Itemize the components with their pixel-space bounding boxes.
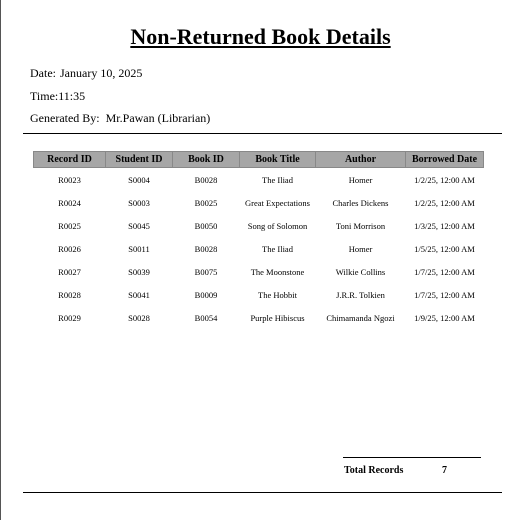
total-records-label: Total Records [344, 465, 404, 476]
time-label: Time: [30, 89, 59, 103]
cell-book-id: B0025 [194, 197, 218, 208]
header-divider [23, 133, 502, 134]
cell-student-id: S0039 [128, 266, 150, 277]
cell-book-id: B0028 [194, 243, 218, 254]
total-records-value: 7 [442, 465, 447, 476]
date-value: January 10, 2025 [60, 66, 143, 80]
header-book-id: Book ID [173, 152, 240, 168]
table-row [34, 306, 484, 329]
cell-student-id: S0041 [128, 289, 150, 300]
cell-book-title: The Iliad [262, 174, 293, 185]
cell-book-id: B0054 [194, 312, 218, 323]
table-row [34, 283, 484, 306]
header-book-title: Book Title [240, 152, 316, 168]
table-header-row [34, 152, 484, 168]
cell-record-id: R0027 [58, 266, 81, 277]
cell-book-id: B0009 [194, 289, 218, 300]
cell-record-id: R0026 [58, 243, 81, 254]
cell-book-id: B0028 [194, 174, 218, 185]
cell-student-id: S0045 [128, 220, 150, 231]
cell-student-id: S0011 [128, 243, 150, 254]
report-title: Non-Returned Book Details [130, 24, 391, 49]
cell-record-id: R0029 [58, 312, 81, 323]
records-table [33, 151, 484, 329]
header-record-id: Record ID [34, 152, 106, 168]
cell-record-id: R0028 [58, 289, 81, 300]
cell-author: Charles Dickens [332, 197, 389, 208]
time-value: 11:35 [58, 89, 86, 103]
table-row [34, 168, 484, 192]
summary-divider [343, 457, 481, 458]
cell-book-id: B0075 [194, 266, 218, 277]
cell-book-title: Great Expectations [245, 197, 310, 208]
cell-book-title: The Iliad [262, 243, 293, 254]
generated-label: Generated By: [30, 111, 100, 125]
cell-borrowed-date: 1/2/25, 12:00 AM [414, 174, 475, 185]
header-borrowed-date: Borrowed Date [406, 152, 484, 168]
cell-student-id: S0028 [128, 312, 150, 323]
table-row [34, 214, 484, 237]
cell-author: Chimamanda Ngozi [326, 312, 395, 323]
cell-author: J.R.R. Tolkien [336, 289, 385, 300]
footer-divider [23, 492, 502, 493]
cell-author: Wilkie Collins [335, 266, 386, 277]
cell-author: Homer [348, 243, 373, 254]
cell-record-id: R0023 [58, 174, 81, 185]
table-row [34, 260, 484, 283]
cell-borrowed-date: 1/9/25, 12:00 AM [414, 312, 475, 323]
cell-record-id: R0024 [58, 197, 81, 208]
cell-borrowed-date: 1/7/25, 12:00 AM [414, 289, 475, 300]
report-date [30, 66, 142, 81]
cell-borrowed-date: 1/3/25, 12:00 AM [414, 220, 475, 231]
report-generated-by [30, 111, 210, 126]
cell-book-title: Song of Solomon [247, 220, 308, 231]
header-author: Author [316, 152, 406, 168]
cell-borrowed-date: 1/2/25, 12:00 AM [414, 197, 475, 208]
table-row [34, 237, 484, 260]
cell-book-title: The Moonstone [250, 266, 305, 277]
header-student-id: Student ID [106, 152, 173, 168]
cell-book-title: Purple Hibiscus [250, 312, 305, 323]
generated-value: Mr.Pawan (Librarian) [105, 111, 211, 125]
cell-borrowed-date: 1/5/25, 12:00 AM [414, 243, 475, 254]
report-time [30, 89, 85, 104]
cell-student-id: S0004 [128, 174, 150, 185]
cell-author: Toni Morrison [335, 220, 386, 231]
cell-record-id: R0025 [58, 220, 81, 231]
date-label: Date: [30, 66, 56, 80]
table-row [34, 191, 484, 214]
cell-student-id: S0003 [128, 197, 150, 208]
cell-borrowed-date: 1/7/25, 12:00 AM [414, 266, 475, 277]
cell-author: Homer [348, 174, 373, 185]
page-left-border [0, 0, 1, 520]
cell-book-title: The Hobbit [258, 289, 297, 300]
cell-book-id: B0050 [194, 220, 218, 231]
